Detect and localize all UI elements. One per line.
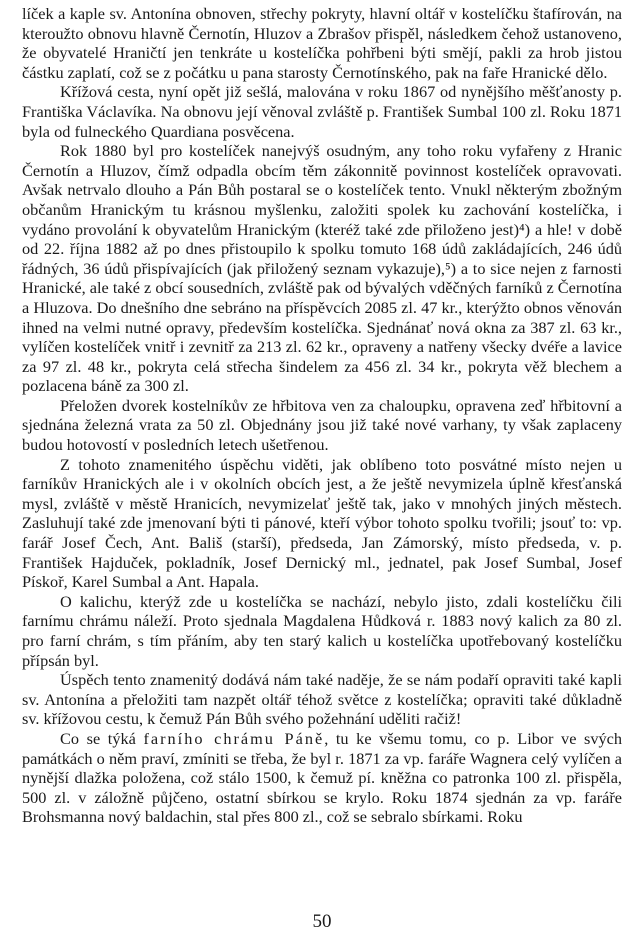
paragraph-8 xyxy=(22,729,622,827)
paragraph-2: Křížová cesta, nyní opět již sešlá, malována v roku 1867 od nynějšího měšťanosty p. Františka Václavíka. Na obnovu její věnoval zvláště p. František Sumbal 100 zl. Roku 1871 byla od fulneckého Quardiana posvěcena. xyxy=(22,82,622,141)
paragraph-7: Úspěch tento znamenitý dodává nám také naděje, že se nám podaří opraviti také kapli sv. Antonína a přeložiti tam nazpět oltář téhož světce z kostelíčka; opraviti také důkladně sv. křížovou cestu, k čemuž Pán Bůh svého požehnání uděliti račiž! xyxy=(22,670,622,729)
paragraph-3: Rok 1880 byl pro kostelíček nanejvýš osudným, any toho roku vyfařeny z Hranic Černotín a Hluzov, čímž odpadla obcím těm zákonnitě povinnost kostelíček opravovati. Avšak netrvalo dlouho a Pán Bůh postaral se o kostelíček tento. Vnukl některým zbožným občanům Hranickým tu krásnou myšlenku, založiti spolek ku zachování kostelíčka, i vydáno provolání k obyvatelům Hranickým (kteréž také zde přiloženo jest)⁴) a hle! v době od 22. října 1882 až po dnes přistoupilo k spolku tomuto 168 údů zakládajících, 246 údů řádných, 36 údů přispívajících (jak přiložený seznam vykazuje),⁵) a to sice nejen z farnosti Hranické, ale také z obcí sousedních, zvláště pak od bývalých vděčných farníků z Černotína a Hluzova. Do dnešního dne sebráno na příspěvcích 2085 zl. 47 kr., kterýžto obnos věnován ihned na velmi nutné opravy, především kostelíčka. Sjednánať nová okna za 387 zl. 63 kr., vylíčen kostelíček vnitř i zevnitř za 213 zl. 62 kr., opraveny a natřeny všecky dvéře a lavice za 97 zl. 48 kr., pokryta celá střecha šindelem za 456 zl. 34 kr., pokryta věž blechem a pozlacena báně za 300 zl. xyxy=(22,141,622,396)
paragraph-1: líček a kaple sv. Antonína obnoven, střechy pokryty, hlavní oltář v kostelíčku štafírován, na kteroužto obnovu hlavně Černotín, Hluzov a Zbrašov přispěl, následkem čehož ustanoveno, že obyvatelé Hraničtí jen tenkráte u kostelíčka pohřbeni býti smějí, pakli za hrob jistou částku zaplatí, což se z počátku u pana starosty Černotínského, pak na faře Hranické dělo. xyxy=(22,4,622,82)
paragraph-4: Přeložen dvorek kostelníkův ze hřbitova ven za chaloupku, opravena zeď hřbitovní a sjednána železná vrata za 50 zl. Objednány jsou již také nové varhany, ty však zaplaceny budou hotovostí v posledních letech ušetřenou. xyxy=(22,395,622,455)
paragraph-6: O kalichu, kterýž zde u kostelíčka se nachází, nebylo jisto, zdali kostelíčku čili farnímu chrámu náleží. Proto sjednala Magdalena Hůdková r. 1883 nový kalich za 80 zl. pro farní chrám, s tím přáním, aby ten starý kalich u kostelíčka upotřebovaný kostelíčku přípsán byl. xyxy=(22,591,622,670)
paragraph-8-rest: , tu ke všemu tomu, co p. Libor ve svých památkách o něm praví, zmíniti se třeba, že byl r. 1871 za vp. faráře Wagnera celý vylíčen a nynější dlažka položena, což stálo 1500, k čemuž pí. kněžna co patronka 100 zl. přispěla, 500 zl. v záložně půjčeno, ostatní sbírkou se krylo. Roku 1874 sjednán za vp. faráře Brohsmanna nový baldachin, stal přes 800 zl., což se sebralo sbírkami. Roku xyxy=(22,728,623,827)
page-number: 50 xyxy=(312,911,332,932)
document-body xyxy=(22,0,622,827)
paragraph-5: Z tohoto znamenitého úspěchu viděti, jak oblíbeno toto posvátné místo nejen u farníkův Hranických ale i v okolních obcích jest, a že ještě nevymizela úplně křesťanská mysl, zvláště v městě Hranicích, nevymizelať ještě tak, jako v mnohých jiných městech. Zasluhují také zde jmenovaní býti ti pánové, kteří výbor tohoto spolku tvořili; jsouť to: vp. farář Josef Čech, Ant. Bališ (starší), předseda, Jan Zámorský, místo předseda, v. p. František Hajduček, pokladník, Josef Dernický ml., jednatel, pak Josef Sumbal, Josef Pískoř, Karel Sumbal a Ant. Hapala. xyxy=(22,454,622,592)
paragraph-8-spaced-phrase: farního chrámu Páně xyxy=(143,728,325,748)
document-page xyxy=(22,0,622,952)
paragraph-8-lead: Co se týká xyxy=(60,728,136,748)
